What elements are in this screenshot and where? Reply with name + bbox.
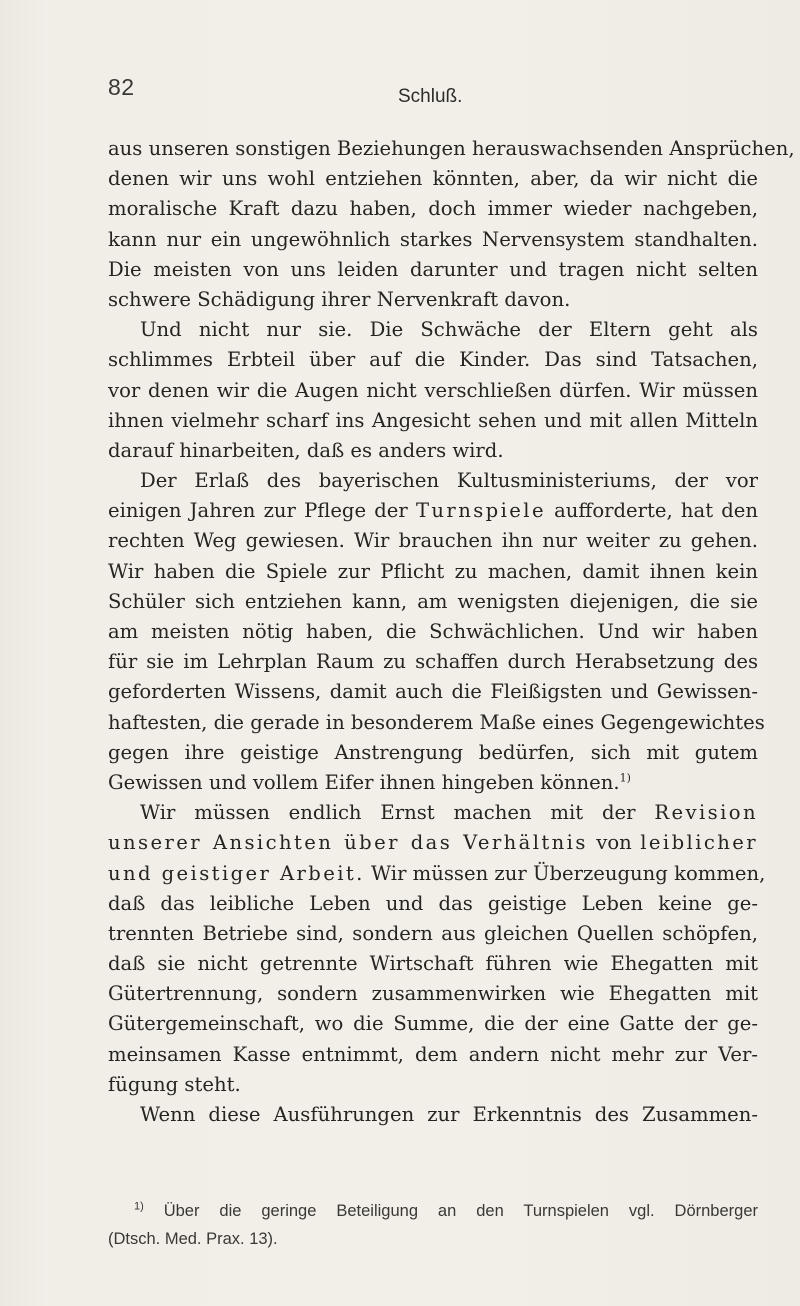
text-line: daß sie nicht getrennte Wirtschaft führen wie Ehegatten mit [108,952,758,976]
text-segment: einigen Jahren zur Pflege der [108,499,408,523]
emphasis-geistiger-arbeit: und geistiger Arbeit. [108,861,365,885]
text-line [108,828,758,858]
emphasis-leiblicher: leiblicher [640,831,759,855]
text-line: aus unseren sonstigen Beziehungen herauswachsenden Ansprüchen, [108,137,795,160]
text-line: Die meisten von uns leiden darunter und tragen nicht selten [108,257,758,281]
footnotes [108,1197,758,1253]
running-head: Schluß. [398,86,463,107]
text-line: Und nicht nur sie. Die Schwäche der Eltern geht als [140,318,758,342]
text-line: fügung steht. [108,1072,241,1096]
text-segment: von [596,831,632,855]
text-line: moralische Kraft dazu haben, doch immer wieder nachgeben, [108,197,758,221]
emphasis-ansichten: unserer Ansichten über das Verhältnis [108,831,588,855]
text-segment: Wir müssen zur Überzeugung kommen, [371,861,766,885]
text-line: ihnen vielmehr scharf ins Angesicht sehen und mit allen Mitteln [108,408,758,432]
emphasis-revision: Revision [654,801,759,825]
footnote-line [108,1197,758,1225]
text-line: vor denen wir die Augen nicht verschließen dürfen. Wir müssen [108,378,758,402]
text-line: Der Erlaß des bayerischen Kultusministeriums, der vor [140,469,758,493]
text-line: kann nur ein ungewöhnlich starkes Nervensystem standhalten. [108,227,758,251]
footnote-marker: 1) [134,1200,144,1213]
body-text [108,134,795,1130]
text-line [108,798,758,828]
text-line: Wenn diese Ausführungen zur Erkenntnis des Zusammen- [140,1103,758,1126]
page-number: 82 [108,74,135,100]
footnote-line: (Dtsch. Med. Prax. 13). [108,1230,278,1248]
text-segment: Wir müssen endlich Ernst machen mit der [140,801,636,825]
text-line: meinsamen Kasse entnimmt, dem andern nicht mehr zur Ver- [108,1042,758,1066]
text-line: schlimmes Erbteil über auf die Kinder. Das sind Tatsachen, [108,348,758,372]
text-line: gegen ihre geistige Anstrengung bedürfen, sich mit gutem [108,740,758,764]
text-line: am meisten nötig haben, die Schwächlichen. Und wir haben [108,620,758,643]
text-line: schwere Schädigung ihrer Nervenkraft davon. [108,287,571,311]
footnote-text: Über die geringe Beteiligung an den Turnspielen vgl. Dörnberger [163,1202,758,1220]
text-line [108,496,758,526]
text-line [108,768,758,798]
text-line: Wir haben die Spiele zur Pflicht zu machen, damit ihnen kein [108,559,758,583]
text-line: daß das leibliche Leben und das geistige Leben keine ge- [108,891,758,915]
footnote-ref: 1) [619,771,631,785]
text-line: für sie im Lehrplan Raum zu schaffen durch Herabsetzung des [108,650,758,674]
text-line: trennten Betriebe sind, sondern aus gleichen Quellen schöpfen, [108,921,758,945]
text-line: rechten Weg gewiesen. Wir brauchen ihn nur weiter zu gehen. [108,529,758,553]
text-line: Schüler sich entziehen kann, am wenigsten diejenigen, die sie [108,589,758,613]
text-segment: Gewissen und vollem Eifer ihnen hingeben können. [108,770,620,794]
text-line: darauf hinarbeiten, daß es anders wird. [108,438,504,462]
text-line: denen wir uns wohl entziehen könnten, aber, da wir nicht die [108,167,758,191]
text-line: Gütertrennung, sondern zusammenwirken wie Ehegatten mit [108,982,758,1006]
text-line: Gütergemeinschaft, wo die Summe, die der eine Gatte der ge- [108,1012,758,1036]
text-segment: aufforderte, hat den [554,499,758,523]
text-line [108,859,766,889]
text-line: haftesten, die gerade in besonderem Maße eines Gegengewichtes [108,710,765,734]
text-line: geforderten Wissens, damit auch die Fleißigsten und Gewissen- [108,680,758,704]
emphasis-turnspiele: Turnspiele [415,499,546,523]
